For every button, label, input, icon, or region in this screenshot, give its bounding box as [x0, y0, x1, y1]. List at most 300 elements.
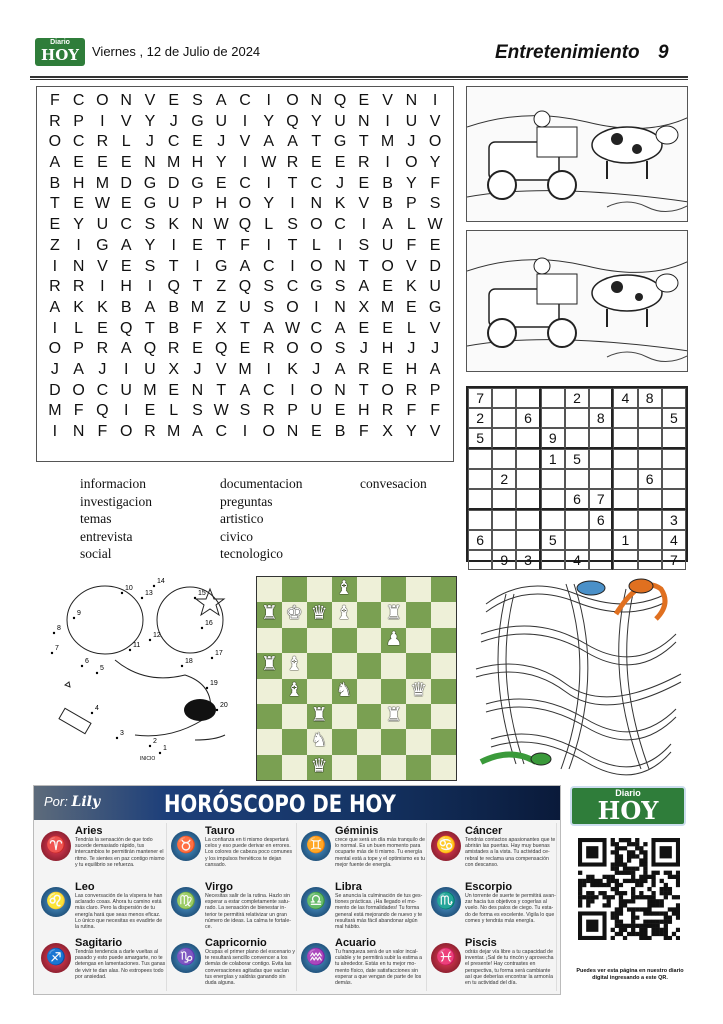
word-search-letter: I: [290, 257, 295, 275]
sudoku-grid: [466, 386, 688, 568]
word-search-letter: B: [168, 319, 180, 337]
word-search-letter: Y: [144, 112, 156, 130]
qr-module: [651, 899, 655, 903]
qr-module: [643, 879, 647, 883]
sign-name: Virgo: [205, 881, 233, 893]
qr-module: [611, 911, 615, 915]
qr-module: [635, 846, 639, 850]
word-search-letter: L: [311, 236, 321, 254]
word-search-letter: A: [334, 319, 346, 337]
qr-module: [664, 916, 668, 920]
chess-square: [257, 704, 282, 729]
word-search-letter: F: [430, 174, 440, 192]
sudoku-cell: 6: [589, 510, 613, 530]
qr-module: [582, 895, 586, 899]
dot: [129, 649, 131, 651]
word-search-letter: C: [334, 216, 346, 234]
word-search-letter: E: [358, 319, 370, 337]
word-search-letter: T: [287, 236, 298, 254]
word-search-letter: D: [49, 381, 61, 399]
word-search-letter: T: [358, 381, 369, 399]
zodiac-icon: ♌: [41, 887, 71, 917]
sudoku-cell: [516, 449, 540, 469]
qr-module: [619, 858, 623, 862]
word-search-letter: U: [334, 112, 346, 130]
qr-module: [611, 838, 615, 842]
qr-module: [623, 903, 627, 907]
chess-square: ♛: [307, 755, 332, 780]
qr-module: [639, 895, 643, 899]
word-search-letter: O: [286, 340, 299, 358]
chess-square: [257, 755, 282, 780]
word-search-letter: T: [168, 257, 179, 275]
dot-number: 12: [153, 632, 161, 639]
word-search-letter: U: [381, 236, 394, 254]
qr-module: [656, 899, 660, 903]
chess-square: [307, 577, 332, 602]
word-search-letter: J: [217, 133, 226, 151]
sudoku-cell: [516, 469, 540, 489]
word-search-letter: T: [287, 174, 298, 192]
qr-module: [598, 891, 602, 895]
word-search-letter: C: [72, 92, 85, 109]
sign-aries: [37, 823, 167, 879]
qr-module: [619, 895, 623, 899]
sudoku-cell: [516, 428, 540, 449]
qr-module: [611, 936, 615, 940]
sudoku-cell: 8: [589, 408, 613, 428]
chess-square: [282, 755, 307, 780]
word-search-letter: P: [429, 381, 441, 399]
qr-module: [607, 903, 611, 907]
dot-number: 2: [153, 738, 157, 745]
sign-leo: [37, 879, 167, 935]
word-search-letter: S: [358, 236, 370, 254]
chess-square: [357, 755, 382, 780]
chess-square: ♟: [381, 628, 406, 653]
word-search-letter: E: [192, 340, 203, 358]
word-search-letter: N: [310, 92, 323, 109]
qr-module: [635, 879, 639, 883]
word-search-letter: R: [49, 112, 61, 130]
word-search-letter: P: [73, 340, 84, 358]
word-search-letter: X: [382, 423, 393, 440]
word-search-letter: A: [263, 319, 275, 337]
chess-square: [406, 704, 431, 729]
word-search-letter: I: [242, 112, 248, 130]
word-search-letter: E: [120, 195, 132, 213]
word-search-letter: I: [52, 423, 58, 440]
chess-square: [381, 755, 406, 780]
chess-square: [431, 602, 456, 627]
qr-module: [615, 846, 619, 850]
word-search-letter: A: [287, 133, 298, 151]
qr-module: [643, 932, 647, 936]
word-search-letter: A: [192, 423, 203, 440]
word-search-letter: W: [261, 154, 277, 172]
connect-the-dots: [35, 575, 250, 770]
word-search-letter: C: [262, 257, 275, 275]
qr-module: [668, 907, 672, 911]
qr-module: [590, 891, 594, 895]
word-search-letter: L: [406, 216, 416, 234]
logo-small-text: Diario: [50, 39, 70, 46]
word-search-letter: U: [429, 278, 441, 296]
sign-name: Aries: [75, 825, 103, 837]
word-search-letter: M: [380, 298, 395, 316]
word-list-item: civico: [220, 528, 253, 544]
chess-square: [257, 628, 282, 653]
qr-module: [611, 862, 615, 866]
sudoku-cell: [565, 510, 589, 530]
qr-module: [660, 932, 664, 936]
word-search-letter: E: [239, 340, 251, 358]
qr-module: [598, 879, 602, 883]
word-search-letter: E: [358, 174, 370, 192]
word-search-letter: H: [215, 195, 227, 213]
qr-module: [631, 924, 635, 928]
word-search-letter: V: [358, 195, 370, 213]
qr-module: [590, 899, 594, 903]
qr-module: [615, 932, 619, 936]
word-search-letter: W: [213, 216, 229, 234]
snake-maze: [466, 574, 688, 779]
sudoku-cell: [492, 449, 516, 469]
word-search-letter: D: [167, 174, 180, 192]
word-search-letter: E: [192, 133, 203, 151]
word-search-letter: G: [191, 112, 204, 130]
word-search-letter: E: [358, 92, 370, 109]
author-credit: [44, 794, 100, 810]
sudoku-cell: 2: [565, 388, 589, 408]
qr-module: [586, 879, 590, 883]
qr-module: [668, 920, 672, 924]
word-search-letter: K: [334, 195, 346, 213]
qr-module: [623, 891, 627, 895]
word-search-letter: U: [215, 112, 227, 130]
qr-module: [578, 871, 582, 875]
qr-module: [635, 907, 639, 911]
qr-module: [643, 924, 647, 928]
sudoku-cell: [492, 388, 516, 408]
word-search-letter: L: [169, 402, 179, 420]
word-search-letter: N: [334, 298, 346, 316]
word-search-letter: A: [120, 340, 132, 358]
word-list-item: artistico: [220, 511, 264, 527]
chess-square: [282, 729, 307, 754]
chess-square: [332, 704, 357, 729]
qr-module: [627, 899, 631, 903]
maze-drawing: [466, 574, 688, 779]
word-search-letter: B: [382, 195, 393, 213]
qr-module: [611, 879, 615, 883]
qr-module: [672, 911, 676, 915]
sudoku-cell: [541, 489, 565, 510]
sudoku-cell: 4: [613, 388, 637, 408]
word-search-letter: A: [120, 236, 132, 254]
word-search-letter: I: [432, 92, 438, 109]
qr-module: [651, 920, 655, 924]
qr-module: [635, 867, 639, 871]
word-search-letter: O: [72, 381, 85, 399]
word-search-letter: E: [192, 236, 203, 254]
word-search-letter: S: [144, 257, 156, 275]
word-search-letter: I: [100, 112, 105, 130]
word-search-letter: Y: [263, 112, 275, 130]
qr-module: [615, 911, 619, 915]
qr-module: [668, 891, 672, 895]
qr-module: [660, 879, 664, 883]
word-search-letter: E: [144, 402, 156, 420]
word-list-item: tecnologico: [220, 546, 283, 562]
qr-module: [643, 862, 647, 866]
qr-module: [582, 883, 586, 887]
sign-sagitario: [37, 935, 167, 991]
word-search-letter: N: [120, 92, 132, 109]
qr-module: [664, 920, 668, 924]
word-search-letter: N: [191, 216, 204, 234]
word-search-letter: Y: [406, 174, 417, 192]
dot: [116, 737, 118, 739]
qr-module: [578, 879, 582, 883]
word-search-letter: O: [310, 257, 323, 275]
qr-module: [635, 883, 639, 887]
word-search-letter: S: [334, 340, 346, 358]
dots-start-label: INICIO: [140, 756, 156, 762]
qr-module: [611, 850, 615, 854]
qr-finder: [586, 920, 598, 932]
qr-module: [664, 936, 668, 940]
qr-module: [651, 875, 655, 879]
sign-text: Un torrente de suerte te permitirá avanzar hacia tus objetivos y cogerlas al vuelo. No des palos de ciego. Tu estado de forma es excelente. Vigila lo que comes y tendrás más energía.: [465, 893, 556, 924]
word-search-letter: M: [48, 402, 62, 420]
horoscope-grid: [34, 820, 560, 991]
word-search-letter: W: [94, 195, 110, 213]
qr-module: [586, 891, 590, 895]
sudoku-cell: 9: [541, 428, 565, 449]
word-search-letter: C: [262, 381, 275, 399]
word-search-letter: E: [334, 154, 346, 172]
qr-module: [656, 924, 660, 928]
word-search-letter: Y: [215, 154, 227, 172]
sudoku-cell: [638, 510, 662, 530]
qr-finder: [660, 846, 672, 858]
qr-module: [611, 887, 615, 891]
chess-square: ♜: [257, 602, 282, 627]
qr-code[interactable]: [578, 838, 680, 940]
sign-text: Tu franqueza será de un valor incalculable y te permitirá subir la estima a tu alrededor. Estás en tu mejor momento físico, date satisfacciones sin esperar a que vengan de parte de los demás.: [335, 949, 423, 987]
qr-module: [647, 899, 651, 903]
sudoku-cell: [613, 449, 637, 469]
sudoku-cell: [492, 428, 516, 449]
sudoku-cell: 7: [468, 388, 492, 408]
qr-module: [607, 879, 611, 883]
qr-module: [639, 862, 643, 866]
sudoku-cell: 4: [662, 530, 686, 550]
author-name: Lily: [71, 794, 101, 810]
sign-name: Cáncer: [465, 825, 503, 837]
sudoku-cell: [638, 449, 662, 469]
qr-module: [660, 887, 664, 891]
chess-square: ♜: [381, 602, 406, 627]
sign-name: Leo: [75, 881, 95, 893]
qr-module: [619, 838, 623, 842]
qr-module: [602, 891, 606, 895]
sudoku-cell: [589, 388, 613, 408]
word-search-letter: Z: [216, 278, 227, 296]
qr-module: [615, 842, 619, 846]
word-search-letter: R: [144, 423, 156, 440]
sudoku-cell: [492, 530, 516, 550]
sudoku-cell: 6: [565, 489, 589, 510]
qr-module: [664, 883, 668, 887]
word-search-letter: F: [240, 236, 250, 254]
word-search-letter: J: [50, 360, 59, 378]
qr-module: [639, 907, 643, 911]
zodiac-icon: ♈: [41, 831, 71, 861]
word-search-letter: N: [191, 381, 204, 399]
sign-name: Tauro: [205, 825, 235, 837]
qr-module: [578, 903, 582, 907]
zodiac-icon: ♎: [301, 887, 331, 917]
chess-square: ♛: [406, 679, 431, 704]
logo-big-text: HOY: [41, 46, 79, 64]
qr-module: [623, 867, 627, 871]
word-search-letter: Q: [215, 340, 228, 358]
qr-module: [619, 932, 623, 936]
chess-square: [431, 704, 456, 729]
word-search-letter: A: [49, 298, 61, 316]
qr-caption: Puedes ver esta página en nuestro diario digital ingresando a este QR.: [576, 968, 684, 981]
word-search-letter: J: [145, 133, 154, 151]
qr-module: [611, 916, 615, 920]
dot-number: 17: [215, 650, 223, 657]
sudoku-cell: [638, 408, 662, 428]
promo-logo-big: HOY: [597, 796, 659, 825]
sudoku-cell: [589, 550, 613, 570]
word-search-letter: W: [213, 402, 229, 420]
sudoku-cell: [516, 489, 540, 510]
sudoku-cell: [541, 408, 565, 428]
qr-module: [631, 899, 635, 903]
chess-square: [357, 704, 382, 729]
word-search-letter: O: [262, 423, 275, 440]
word-search-letter: O: [96, 92, 109, 109]
qr-module: [623, 936, 627, 940]
dot-number: 20: [220, 702, 228, 709]
qr-module: [664, 928, 668, 932]
qr-module: [590, 875, 594, 879]
qr-module: [586, 875, 590, 879]
word-search-letter: J: [312, 360, 321, 378]
word-search-letter: C: [215, 423, 227, 440]
qr-module: [676, 916, 680, 920]
word-search-letter: N: [334, 257, 346, 275]
word-search-letter: J: [169, 112, 178, 130]
chess-square: [307, 679, 332, 704]
word-search-letter: S: [263, 298, 275, 316]
qr-module: [602, 895, 606, 899]
word-search-letter: N: [144, 154, 156, 172]
sign-text: Tendrás la sensación de que todo sucede demasiado rápido, tus intercambios te permitirán mantener el ritmo. Te sientes en paz contigo mismo y tu equilibrio se refuerza.: [75, 837, 165, 868]
qr-module: [664, 887, 668, 891]
sign-text: Se anuncia la culminación de tus gestiones prácticas. ¡Ha llegado el momento de las formalidades! Tu forma general está mejorando de nuevo y te resultará más fácil abandonar algún mal hábito.: [335, 893, 423, 931]
qr-module: [660, 911, 664, 915]
chess-square: [282, 704, 307, 729]
word-search-letter: O: [310, 340, 323, 358]
chess-square: [431, 628, 456, 653]
word-search-letter: R: [405, 381, 418, 399]
dot: [153, 585, 155, 587]
qr-module: [586, 895, 590, 899]
qr-module: [631, 916, 635, 920]
qr-module: [611, 867, 615, 871]
word-search-letter: M: [143, 381, 157, 399]
dot: [73, 617, 75, 619]
sign-acuario: [297, 935, 427, 991]
qr-module: [664, 895, 668, 899]
word-search-letter: L: [406, 319, 416, 337]
word-search-letter: S: [287, 216, 298, 234]
word-search-letter: S: [192, 402, 203, 420]
word-search-letter: I: [290, 381, 295, 399]
word-search-letter: E: [310, 423, 322, 440]
qr-module: [631, 907, 635, 911]
dot-number: 3: [120, 730, 124, 737]
word-search-letter: V: [120, 112, 132, 130]
car-cow-illustration-top: [467, 87, 688, 222]
sudoku-cell: [638, 530, 662, 550]
word-search-letter: V: [382, 92, 393, 109]
qr-module: [643, 858, 647, 862]
word-search-letter: R: [286, 154, 299, 172]
chess-square: [307, 628, 332, 653]
word-search-letter: C: [96, 381, 109, 399]
qr-module: [615, 891, 619, 895]
qr-module: [639, 879, 643, 883]
word-list-item: informacion: [80, 476, 146, 491]
word-search-letter: A: [429, 360, 441, 378]
diario-hoy-logo-promo: [570, 786, 686, 826]
qr-module: [627, 838, 631, 842]
word-search-letter: T: [145, 319, 155, 337]
word-search-letter: V: [429, 423, 441, 440]
qr-module: [627, 907, 631, 911]
chess-square: [357, 577, 382, 602]
sudoku-cell: [613, 489, 637, 510]
word-search-letter: X: [358, 298, 370, 316]
chess-square: [332, 653, 357, 678]
word-search-letter: E: [49, 216, 61, 234]
qr-module: [623, 879, 627, 883]
qr-module: [656, 903, 660, 907]
sudoku-cell: [662, 428, 686, 449]
word-search-letter: F: [358, 423, 369, 440]
word-search-letter: H: [405, 360, 418, 378]
qr-module: [660, 903, 664, 907]
word-search-letter: C: [239, 174, 251, 192]
chess-square: [357, 602, 382, 627]
word-search-letter: O: [428, 133, 442, 151]
qr-module: [631, 932, 635, 936]
word-search-letter: R: [381, 402, 394, 420]
chess-square: [282, 628, 307, 653]
qr-module: [656, 911, 660, 915]
sign-escorpio: [427, 879, 557, 935]
word-search-letter: E: [406, 298, 417, 316]
qr-module: [627, 842, 631, 846]
sudoku-cell: 1: [541, 449, 565, 469]
